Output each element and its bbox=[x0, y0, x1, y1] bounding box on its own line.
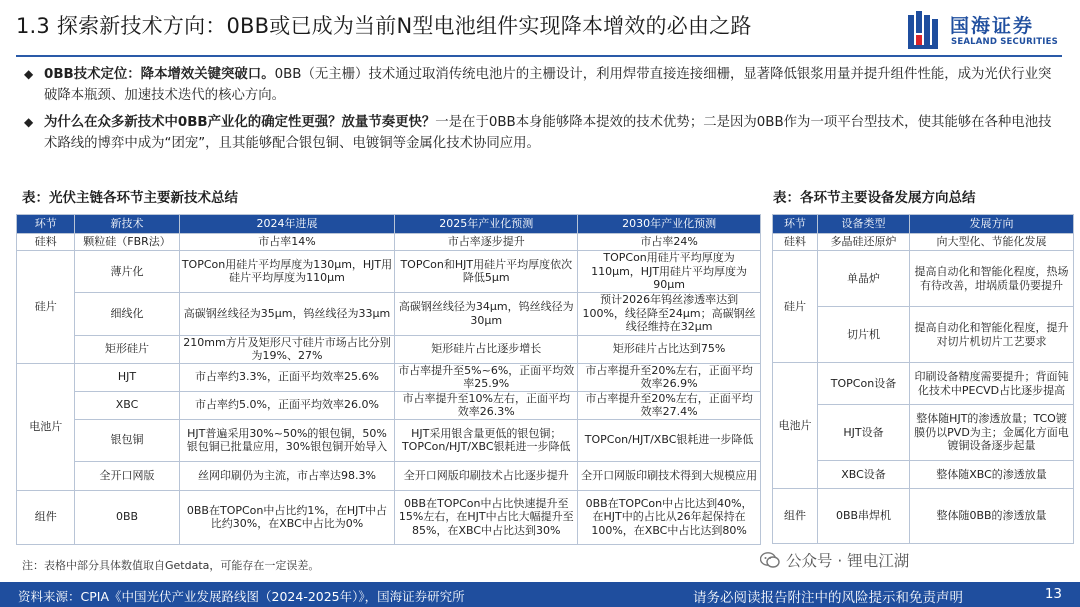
table-row bbox=[17, 461, 761, 490]
footer-source: 资料来源：CPIA《中国光伏产业发展路线图（2024-2025年）》，国海证券研究所 bbox=[18, 589, 465, 604]
table-cell: 全开口网版印刷技术占比逐步提升 bbox=[395, 461, 578, 490]
slide-footer bbox=[0, 582, 1080, 607]
table-row bbox=[773, 234, 1074, 251]
table-cell: 整体随0BB的渗透放量 bbox=[910, 489, 1074, 544]
table-cell: 向大型化、节能化发展 bbox=[910, 234, 1074, 251]
table-cell: 高碳钢丝线径为35μm，钨丝线径为33μm bbox=[179, 292, 395, 335]
column-header: 环节 bbox=[17, 215, 75, 234]
column-header: 发展方向 bbox=[910, 215, 1074, 234]
table-cell: TOPCon和HJT用硅片平均厚度依次降低5μm bbox=[395, 251, 578, 293]
table-cell: TOPCon用硅片平均厚度为130μm，HJT用硅片平均厚度为110μm bbox=[179, 251, 395, 293]
table-row bbox=[17, 251, 761, 293]
logo-text-en: SEALAND SECURITIES bbox=[951, 37, 1058, 47]
slide-header bbox=[0, 0, 1080, 56]
watermark-text: 公众号 · 锂电江湖 bbox=[786, 552, 910, 570]
wechat-icon bbox=[760, 552, 780, 568]
key-point-text: 一是在于0BB本身能够降本提效的技术优势；二是因为0BB作为一项平台型技术，使其能够在各种电池技术路线的博弈中成为“团宠”，且其能够配合银包铜、电镀铜等金属化技术协同应用。 bbox=[44, 115, 1052, 151]
footer-disclaimer: 请务必阅读报告附注中的风险提示和免责声明 bbox=[693, 590, 963, 606]
table-cell: 矩形硅片占比达到75% bbox=[578, 335, 761, 363]
title-divider bbox=[16, 55, 1062, 57]
table-row bbox=[17, 234, 761, 251]
key-point-text: 0BB（无主栅）技术通过取消传统电池片的主栅设计，利用焊带直接连接细栅，显著降低银浆用量并提升组件性能，成为光伏行业突破降本瓶颈、加速技术迭代的核心方向。 bbox=[44, 67, 1052, 103]
key-point bbox=[22, 112, 1062, 154]
table-row bbox=[773, 405, 1074, 461]
table-cell: TOPCon用硅片平均厚度为110μm，HJT用硅片平均厚度为90μm bbox=[578, 251, 761, 293]
table-cell: 颗粒硅（FBR法） bbox=[75, 234, 179, 251]
column-header: 2024年进展 bbox=[179, 215, 395, 234]
table-cell: 0BB bbox=[75, 490, 179, 544]
table-cell: TOPCon/HJT/XBC银耗进一步降低 bbox=[578, 419, 761, 461]
table-cell: 薄片化 bbox=[75, 251, 179, 293]
table-cell: 0BB在TOPCon中占比约1%，在HJT中占比约30%，在XBC中占比为0% bbox=[179, 490, 395, 544]
table-cell: 市占率约5.0%，正面平均效率26.0% bbox=[179, 391, 395, 419]
table-cell: 市占率24% bbox=[578, 234, 761, 251]
table-row bbox=[17, 490, 761, 544]
segment-cell: 硅料 bbox=[773, 234, 818, 251]
table-cell: 全开口网版印刷技术得到大规模应用 bbox=[578, 461, 761, 490]
column-header: 环节 bbox=[773, 215, 818, 234]
table-cell: 0BB串焊机 bbox=[818, 489, 910, 544]
side-table-caption: 表：各环节主要设备发展方向总结 bbox=[773, 190, 976, 206]
table-row bbox=[773, 489, 1074, 544]
table-cell: 市占率提升至10%左右，正面平均效率26.3% bbox=[395, 391, 578, 419]
table-row bbox=[17, 335, 761, 363]
table-cell: 矩形硅片 bbox=[75, 335, 179, 363]
table-cell: HJT设备 bbox=[818, 405, 910, 461]
table-cell: XBC bbox=[75, 391, 179, 419]
main-table-caption: 表：光伏主链各环节主要新技术总结 bbox=[22, 190, 238, 206]
table-cell: 预计2026年钨丝渗透率达到100%，线径降至24μm；高碳钢丝线径维持在32μm bbox=[578, 292, 761, 335]
segment-cell: 硅料 bbox=[17, 234, 75, 251]
column-header: 2030年产业化预测 bbox=[578, 215, 761, 234]
table-cell: XBC设备 bbox=[818, 461, 910, 489]
table-cell: 全开口网版 bbox=[75, 461, 179, 490]
column-header: 新技术 bbox=[75, 215, 179, 234]
column-header: 2025年产业化预测 bbox=[395, 215, 578, 234]
key-point-lead: 0BB技术定位：降本增效关键突破口。 bbox=[44, 67, 275, 82]
table-cell: 银包铜 bbox=[75, 419, 179, 461]
table-cell: 丝网印刷仍为主流，市占率达98.3% bbox=[179, 461, 395, 490]
table-cell: 矩形硅片占比逐步增长 bbox=[395, 335, 578, 363]
table-row bbox=[773, 307, 1074, 363]
table-cell: 市占率提升至5%~6%，正面平均效率25.9% bbox=[395, 363, 578, 391]
table-note: 注：表格中部分具体数值取自Getdata，可能存在一定误差。 bbox=[22, 559, 320, 572]
tech-summary-table bbox=[16, 214, 761, 545]
table-cell: 市占率14% bbox=[179, 234, 395, 251]
table-row bbox=[773, 251, 1074, 307]
table-cell: 印刷设备精度需要提升；背面钝化技术中PECVD占比逐步提高 bbox=[910, 363, 1074, 405]
table-cell: 0BB在TOPCon中占比快速提升至15%左右，在HJT中占比大幅提升至85%，在XBC中占比达到30% bbox=[395, 490, 578, 544]
watermark bbox=[760, 549, 909, 571]
table-cell: HJT采用银含量更低的银包铜；TOPCon/HJT/XBC银耗进一步降低 bbox=[395, 419, 578, 461]
table-cell: 210mm方片及矩形尺寸硅片市场占比分别为19%、27% bbox=[179, 335, 395, 363]
segment-cell: 硅片 bbox=[17, 251, 75, 364]
table-header-row bbox=[773, 215, 1074, 234]
segment-cell: 电池片 bbox=[17, 363, 75, 490]
logo-text-cn: 国海证券 bbox=[950, 15, 1035, 37]
sealand-logo-icon bbox=[908, 11, 944, 49]
diamond-bullet-icon: ◆ bbox=[24, 67, 34, 81]
table-cell: 0BB在TOPCon中占比达到40%，在HJT中的占比从26年起保持在100%，在XBC中占比达到80% bbox=[578, 490, 761, 544]
equipment-table bbox=[772, 214, 1074, 544]
table-row bbox=[17, 419, 761, 461]
table-cell: TOPCon设备 bbox=[818, 363, 910, 405]
page-title: 1.3 探索新技术方向：0BB或已成为当前N型电池组件实现降本增效的必由之路 bbox=[16, 14, 752, 38]
table-row bbox=[17, 391, 761, 419]
segment-cell: 电池片 bbox=[773, 363, 818, 489]
table-cell: 整体随HJT的渗透放量；TCO镀膜仍以PVD为主；金属化方面电镀铜设备逐步起量 bbox=[910, 405, 1074, 461]
segment-cell: 硅片 bbox=[773, 251, 818, 363]
table-cell: 切片机 bbox=[818, 307, 910, 363]
table-cell: HJT普遍采用30%~50%的银包铜，50%银包铜已批量应用，30%银包铜开始导入 bbox=[179, 419, 395, 461]
column-header: 设备类型 bbox=[818, 215, 910, 234]
table-cell: 市占率提升至20%左右，正面平均效率26.9% bbox=[578, 363, 761, 391]
table-cell: 市占率约3.3%，正面平均效率25.6% bbox=[179, 363, 395, 391]
table-cell: 多晶硅还原炉 bbox=[818, 234, 910, 251]
table-cell: HJT bbox=[75, 363, 179, 391]
page-number: 13 bbox=[1044, 586, 1062, 602]
table-row bbox=[17, 292, 761, 335]
table-cell: 细线化 bbox=[75, 292, 179, 335]
segment-cell: 组件 bbox=[773, 489, 818, 544]
diamond-bullet-icon: ◆ bbox=[24, 115, 34, 129]
company-logo bbox=[908, 9, 1058, 53]
key-point bbox=[22, 64, 1062, 106]
table-cell: 提高自动化和智能化程度，提升对切片机切片工艺要求 bbox=[910, 307, 1074, 363]
table-header-row bbox=[17, 215, 761, 234]
segment-cell: 组件 bbox=[17, 490, 75, 544]
table-cell: 市占率逐步提升 bbox=[395, 234, 578, 251]
table-cell: 整体随XBC的渗透放量 bbox=[910, 461, 1074, 489]
table-cell: 单晶炉 bbox=[818, 251, 910, 307]
table-cell: 市占率提升至20%左右，正面平均效率27.4% bbox=[578, 391, 761, 419]
table-row bbox=[773, 363, 1074, 405]
key-points bbox=[22, 64, 1062, 154]
key-point-lead: 为什么在众多新技术中0BB产业化的确定性更强？放量节奏更快？ bbox=[44, 115, 436, 130]
table-row bbox=[17, 363, 761, 391]
table-cell: 高碳钢丝线径为34μm，钨丝线径为30μm bbox=[395, 292, 578, 335]
table-row bbox=[773, 461, 1074, 489]
table-cell: 提高自动化和智能化程度，热场有待改善，坩埚质量仍要提升 bbox=[910, 251, 1074, 307]
